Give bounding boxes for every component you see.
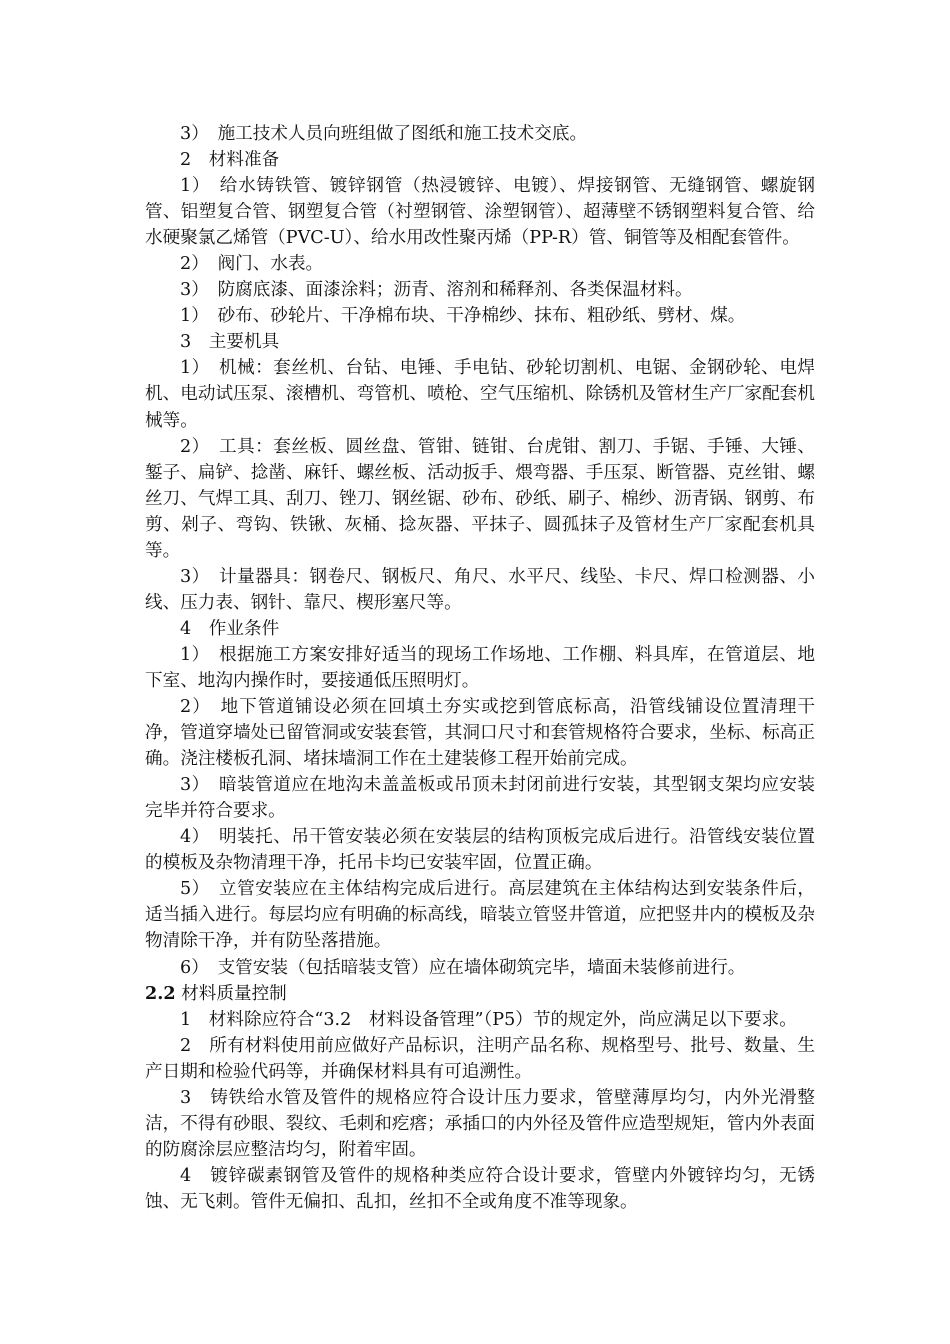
paragraph: 2） 阀门、水表。: [180, 254, 324, 275]
subsection-heading: 2 材料准备: [180, 150, 280, 171]
paragraph: 3） 防腐底漆、面漆涂料；沥青、溶剂和稀释剂、各类保温材料。: [180, 280, 693, 301]
paragraph: 3） 暗装管道应在地沟未盖盖板或吊顶未封闭前进行安装，其型钢支架均应安装完毕并符合要求。: [145, 775, 815, 822]
section-heading: [145, 981, 815, 1007]
document-body: [145, 121, 815, 1215]
paragraph: 2） 地下管道铺设必须在回填土夯实或挖到管底标高，沿管线铺设位置清理干净，管道穿墙处已留管洞或安装套管，其洞口尺寸和套管规格符合要求，坐标、标高正确。浇注楼板孔洞、堵抹墙洞工作在土建装修工程开始前完成。: [145, 697, 815, 770]
paragraph: 1） 机械：套丝机、台钻、电锤、手电钻、砂轮切割机、电锯、金钢砂轮、电焊机、电动试压泵、滚槽机、弯管机、喷枪、空气压缩机、除锈机及管材生产厂家配套机械等。: [145, 358, 815, 431]
paragraph: 2 所有材料使用前应做好产品标识，注明产品名称、规格型号、批号、数量、生产日期和检验代码等，并确保材料具有可追溯性。: [145, 1035, 815, 1082]
subsection-heading: 4 作业条件: [180, 618, 280, 639]
paragraph: 5） 立管安装应在主体结构完成后进行。高层建筑在主体结构达到安装条件后，适当插入进行。每层均应有明确的标高线，暗装立管竖井管道，应把竖井内的模板及杂物清除干净，并有防坠落措施。: [145, 879, 815, 952]
paragraph: 6） 支管安装（包括暗装支管）应在墙体砌筑完毕，墙面未装修前进行。: [180, 957, 746, 978]
paragraph: 1） 砂布、砂轮片、干净棉布块、干净棉纱、抹布、粗砂纸、劈材、煤。: [180, 306, 746, 327]
paragraph: 2） 工具：套丝板、圆丝盘、管钳、链钳、台虎钳、割刀、手锯、手锤、大锤、錾子、扁铲、捻凿、麻钎、螺丝板、活动扳手、煨弯器、手压泵、断管器、克丝钳、螺丝刀、气焊工具、刮刀、锉刀、钢丝锯、砂布、砂纸、刷子、棉纱、沥青锅、钢剪、布剪、剁子、弯钩、铁锹、灰桶、捻灰器、平抹子、圆孤抹子及管材生产厂家配套机具等。: [145, 436, 815, 561]
paragraph: 1） 根据施工方案安排好适当的现场工作场地、工作棚、料具库，在管道层、地下室、地沟内操作时，要接通低压照明灯。: [145, 644, 815, 691]
paragraph: 3） 施工技术人员向班组做了图纸和施工技术交底。: [180, 124, 588, 144]
section-title: 材料质量控制: [181, 983, 287, 1004]
paragraph: 4 镀锌碳素钢管及管件的规格种类应符合设计要求，管壁内外镀锌均匀，无锈蚀、无飞刺。管件无偏扣、乱扣，丝扣不全或角度不准等现象。: [145, 1165, 815, 1212]
paragraph: 1 材料除应符合“3.2 材料设备管理”（P5）节的规定外，尚应满足以下要求。: [180, 1009, 797, 1030]
paragraph: 3 铸铁给水管及管件的规格应符合设计压力要求，管壁薄厚均匀，内外光滑整洁，不得有砂眼、裂纹、毛刺和疙瘩；承插口的内外径及管件应造型规矩，管内外表面的防腐涂层应整洁均匀，附着牢固。: [145, 1087, 815, 1160]
paragraph: 1） 给水铸铁管、镀锌钢管（热浸镀锌、电镀）、焊接钢管、无缝钢管、螺旋钢管、铝塑复合管、钢塑复合管（衬塑钢管、涂塑钢管）、超薄壁不锈钢塑料复合管、给水硬聚氯乙烯管（PVC-U）、给水用改性聚丙烯（PP-R）管、铜管等及相配套管件。: [145, 176, 815, 249]
paragraph: 3） 计量器具：钢卷尺、钢板尺、角尺、水平尺、线坠、卡尺、焊口检测器、小线、压力表、钢针、靠尺、楔形塞尺等。: [145, 566, 815, 613]
paragraph: 4） 明装托、吊干管安装必须在安装层的结构顶板完成后进行。沿管线安装位置的模板及杂物清理干净，托吊卡均已安装牢固，位置正确。: [145, 827, 815, 874]
section-number: 2.2: [145, 982, 176, 1004]
subsection-heading: 3 主要机具: [180, 332, 280, 353]
